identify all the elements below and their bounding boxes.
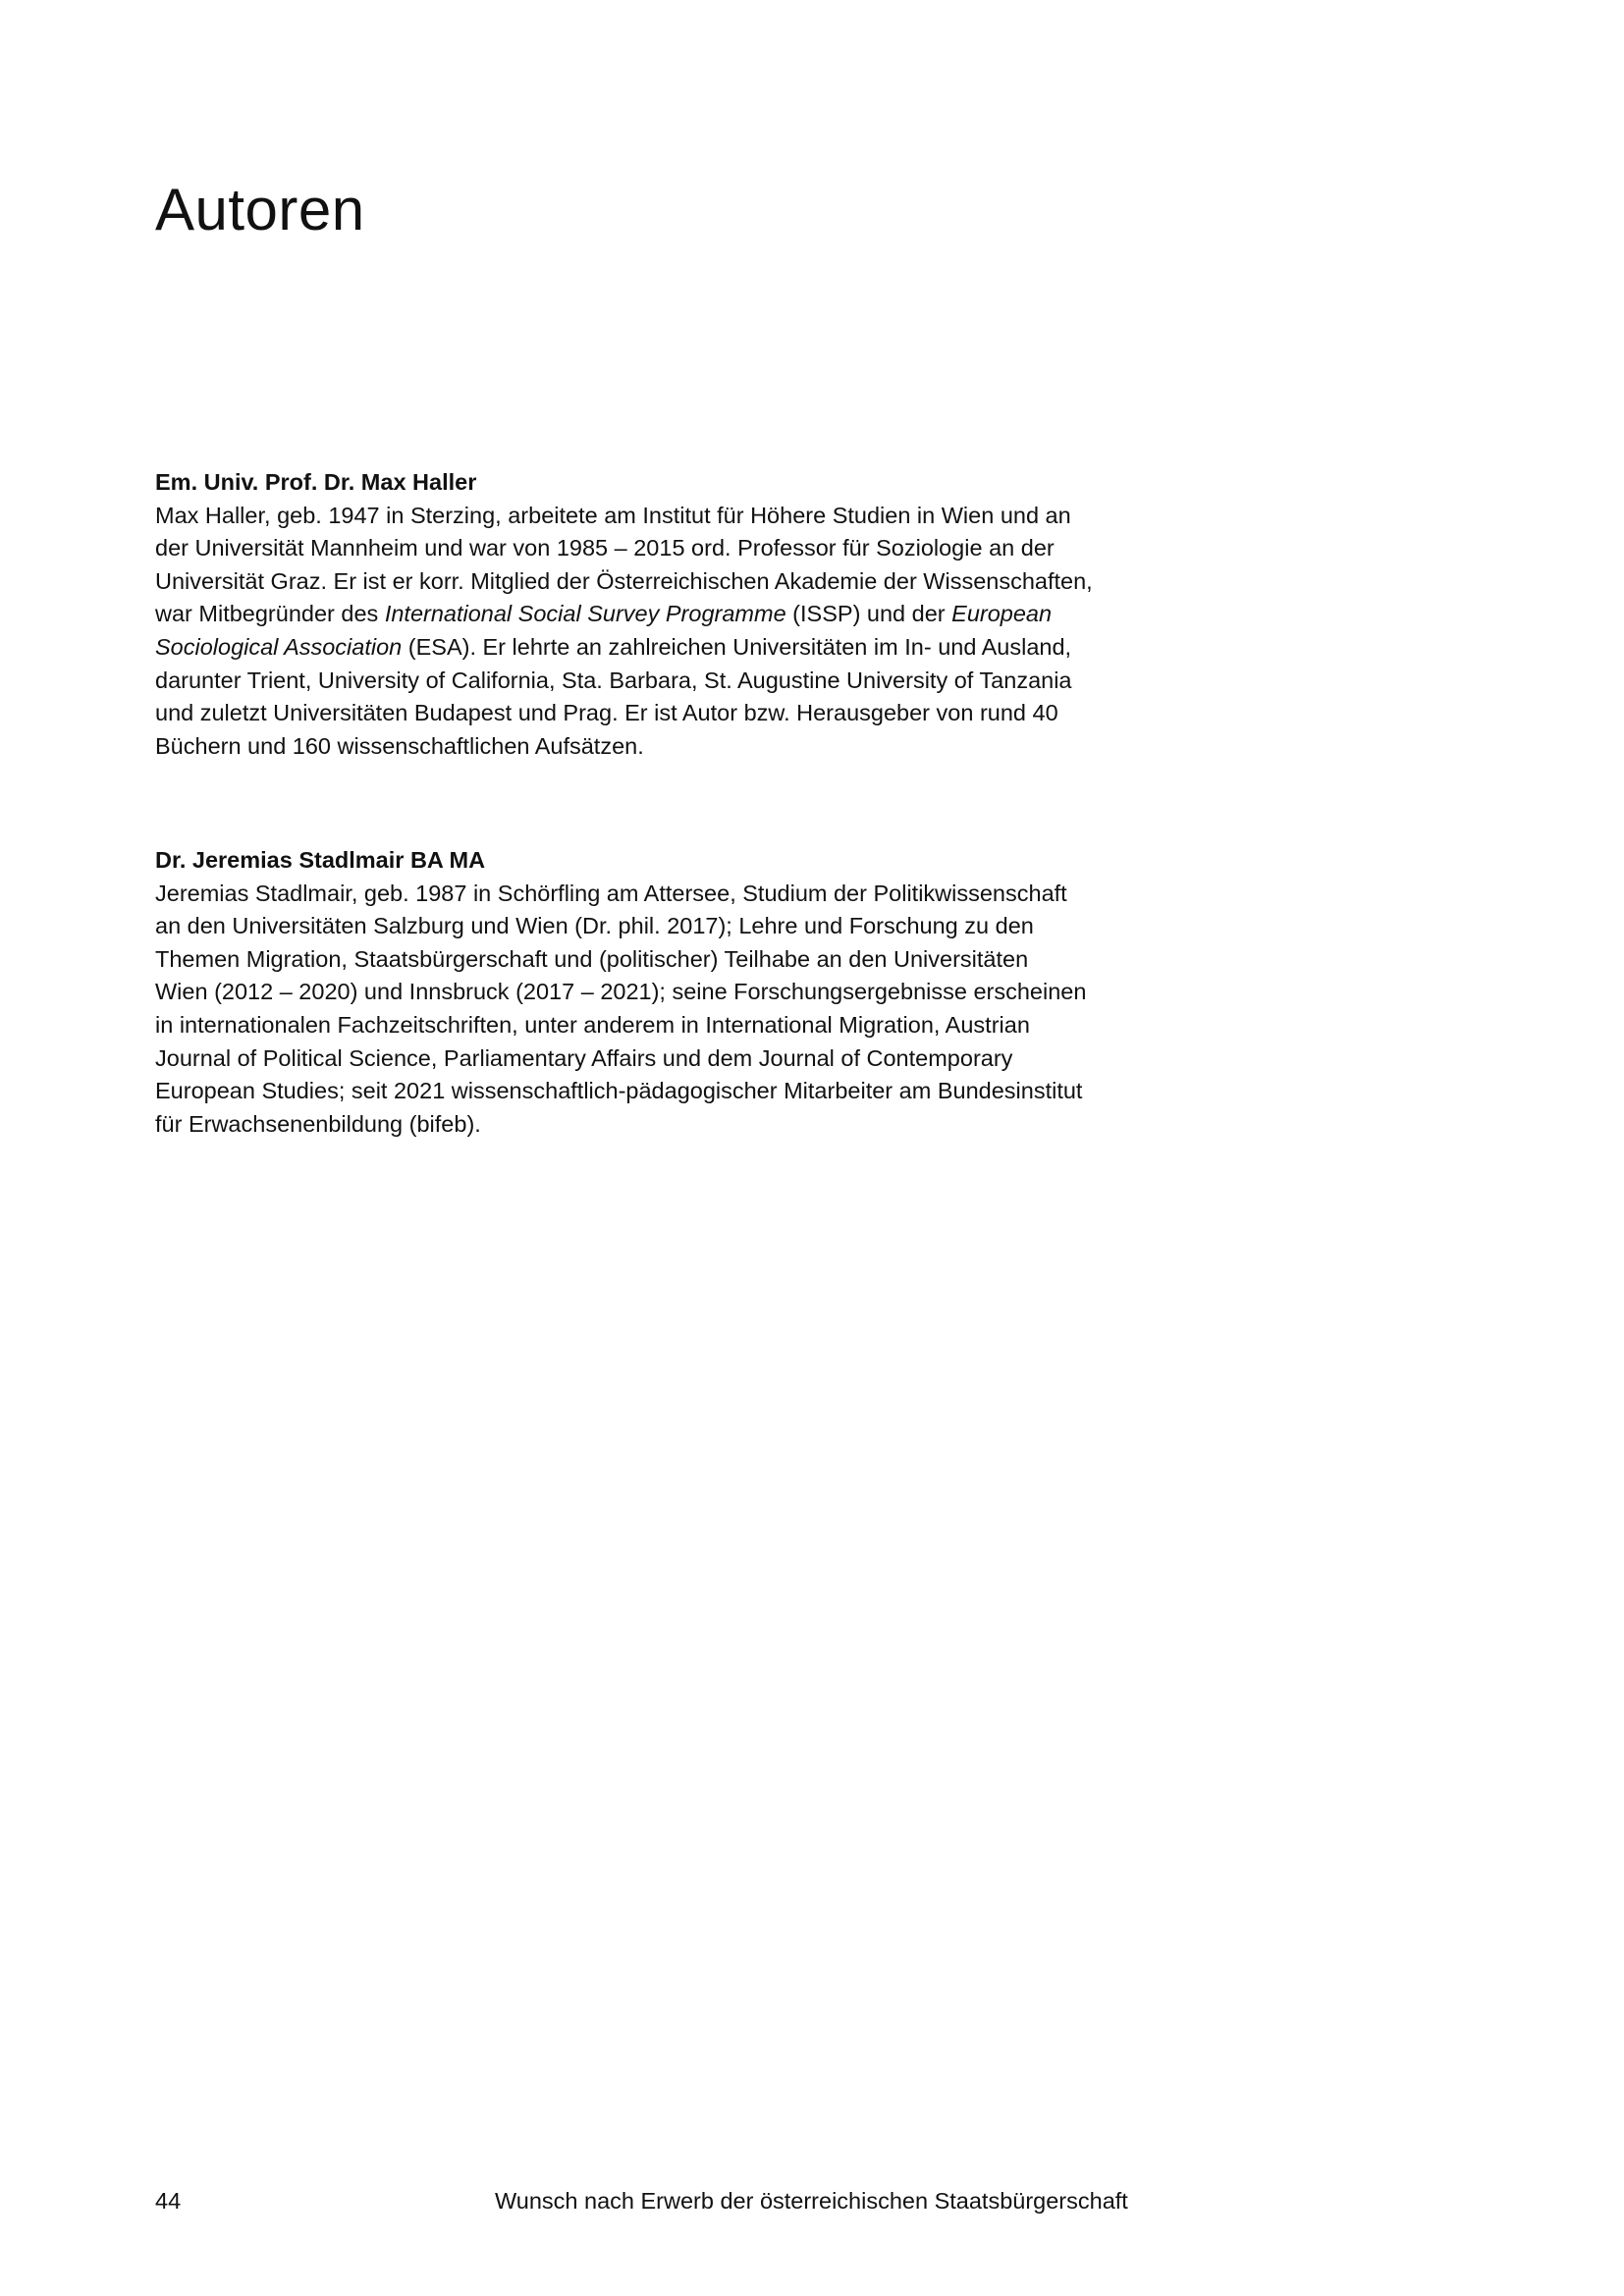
- author-bio: [155, 500, 1137, 764]
- bio-italic-text: European: [951, 601, 1053, 627]
- bio-text: (ESA). Er lehrte an zahlreichen Universitäten im In- und Ausland,: [402, 633, 1072, 660]
- bio-text: der Universität Mannheim und war von 1985 – 2015 ord. Professor für Soziologie an der: [155, 535, 1055, 561]
- author-name: Em. Univ. Prof. Dr. Max Haller: [155, 469, 477, 495]
- bio-line: [155, 631, 1137, 665]
- bio-line: [155, 598, 1137, 631]
- bio-text: Universität Graz. Er ist er korr. Mitglied der Österreichischen Akademie der Wissenschaften,: [155, 567, 1093, 594]
- bio-line: [155, 878, 1137, 911]
- bio-line: [155, 532, 1137, 565]
- bio-line: [155, 910, 1137, 943]
- bio-text: an den Universitäten Salzburg und Wien (Dr. phil. 2017); Lehre und Forschung zu den: [155, 913, 1034, 939]
- bio-text: European Studies; seit 2021 wissenschaftlich-pädagogischer Mitarbeiter am Bundesinstitut: [155, 1078, 1083, 1104]
- author-name: Dr. Jeremias Stadlmair BA MA: [155, 847, 486, 873]
- bio-text: für Erwachsenenbildung (bifeb).: [155, 1110, 481, 1137]
- bio-line: [155, 665, 1137, 698]
- bio-text: Max Haller, geb. 1947 in Sterzing, arbeitete am Institut für Höhere Studien in Wien und an: [155, 502, 1071, 528]
- bio-line: [155, 976, 1137, 1009]
- bio-line: [155, 943, 1137, 977]
- bio-line: [155, 500, 1137, 533]
- bio-line: [155, 697, 1137, 730]
- bio-text: war Mitbegründer des: [155, 601, 385, 627]
- bio-text: Themen Migration, Staatsbürgerschaft und (politischer) Teilhabe an den Universitäten: [155, 945, 1029, 972]
- bio-line: [155, 1075, 1137, 1108]
- bio-line: [155, 1108, 1137, 1142]
- bio-text: Jeremias Stadlmair, geb. 1987 in Schörfling am Attersee, Studium der Politikwissenschaft: [155, 880, 1067, 906]
- page-title: Autoren: [155, 177, 365, 242]
- bio-text: Journal of Political Science, Parliamentary Affairs und dem Journal of Contemporary: [155, 1044, 1013, 1071]
- bio-line: [155, 730, 1137, 764]
- bio-text: darunter Trient, University of California, Sta. Barbara, St. Augustine University of Tanzania: [155, 667, 1072, 693]
- author-bio: [155, 878, 1137, 1142]
- bio-line: [155, 1009, 1137, 1042]
- bio-line: [155, 1042, 1137, 1076]
- page-number: 44: [155, 2188, 182, 2214]
- bio-italic-text: International Social Survey Programme: [384, 601, 786, 627]
- bio-italic-text: Sociological Association: [155, 633, 403, 660]
- bio-text: (ISSP) und der: [785, 601, 952, 627]
- author-entry: [155, 466, 1137, 763]
- bio-line: [155, 565, 1137, 599]
- bio-text: und zuletzt Universitäten Budapest und Prag. Er ist Autor bzw. Herausgeber von rund 40: [155, 700, 1058, 726]
- bio-text: Wien (2012 – 2020) und Innsbruck (2017 – 2021); seine Forschungsergebnisse erscheinen: [155, 979, 1087, 1005]
- running-title: Wunsch nach Erwerb der österreichischen Staatsbürgerschaft: [495, 2188, 1128, 2214]
- bio-text: in internationalen Fachzeitschriften, unter anderem in International Migration, Austrian: [155, 1011, 1030, 1038]
- bio-text: Büchern und 160 wissenschaftlichen Aufsätzen.: [155, 732, 644, 759]
- author-entry: [155, 844, 1137, 1141]
